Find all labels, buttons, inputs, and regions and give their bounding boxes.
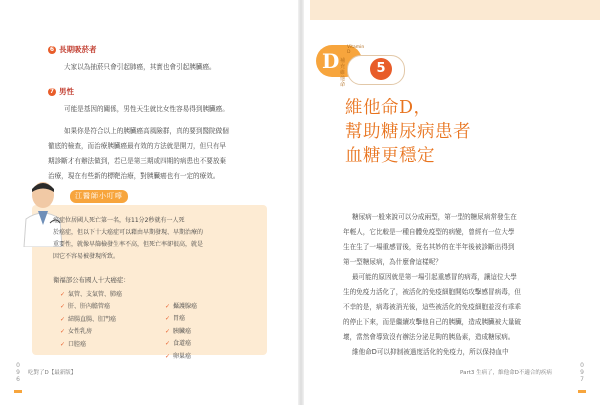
list-item: ✓ 女性乳房 [60, 328, 93, 336]
list-item: ✓ 食道癌 [165, 340, 192, 348]
section-number-6: 6 [49, 46, 55, 53]
list-item: ✓ 卵巢癌 [165, 352, 192, 360]
capsule-letter: D [322, 49, 340, 73]
section-text-6: 大家以為抽菸只會引起肺癌，其實也會引起胰臟癌。 [64, 63, 216, 71]
page-bar-right [578, 390, 586, 393]
tip-line: 重要性，就像早篩檢發生率不高，但死亡率卻很高，就是 [53, 241, 204, 248]
check-icon: ✓ [165, 315, 171, 323]
footer-part-title: Part3 生病了，維他命D不適合的疾病 [460, 370, 552, 376]
paragraph-line: 期診斷才有辦法做到，若已是第三期或四期的病患也不要放棄 [48, 157, 227, 165]
tip-tag: 江醫師小叮嚀 [70, 190, 128, 203]
tip-line: 於癌症，但以下十大癌症可以藉由早期發現、早期治療的 [53, 229, 204, 236]
check-icon: ✓ [60, 340, 66, 348]
section-number-7: 7 [49, 88, 55, 95]
page-number-right: 0 9 7 [580, 362, 584, 383]
body-line: 糖尿病一般來說可以分成兩型，第一型的糖尿病常發生在 [352, 213, 517, 221]
pill-text: 補充維他命 [340, 58, 346, 88]
tip-text [53, 215, 258, 263]
list-item: ✓ 肝、肝內膽管癌 [60, 303, 111, 311]
section-title-7: 男性 [59, 87, 74, 96]
cancer-list-col2 [165, 301, 197, 363]
section-heading-6 [48, 44, 97, 55]
paragraph-line: 治療，現在有些新的標靶治療，對胰臟癌也有一定的療效。 [48, 172, 220, 180]
body-line: 生的免疫力活化了，被活化的免疫細胞開始攻擊感冒病毒，但 [343, 288, 522, 296]
section-heading-7 [48, 86, 74, 97]
check-icon: ✓ [165, 303, 171, 310]
body-line: 生在生了一場重感冒後，竟名其妙的在半年後被診斷出得到 [343, 243, 515, 251]
body-line: 第一型糖尿病，為什麼會這樣呢？ [343, 258, 442, 266]
cancer-list-col1 [60, 289, 122, 351]
page-number-left: 0 9 6 [16, 362, 20, 383]
body-line: 維他命D可以抑制被過度活化的免疫力，所以保持血中 [352, 348, 509, 356]
check-icon: ✓ [60, 303, 66, 311]
check-icon: ✓ [60, 291, 66, 298]
paragraph-line: 如果你是符合以上的胰臟癌高風險群，真的要到醫院做個 [64, 127, 229, 135]
check-icon: ✓ [60, 328, 66, 336]
title-line: 幫助糖尿病患者 [345, 122, 471, 142]
tip-line: 因它不容易被發現所致。 [53, 253, 120, 260]
book-gutter [298, 0, 304, 405]
title-line: 血糖更穩定 [345, 146, 435, 166]
list-item: ✓ 口腔癌 [60, 340, 87, 348]
body-line: 壞，當然會導致沒有辦法分泌足夠的胰島素，造成糖尿病。 [343, 333, 515, 341]
list-item: ✓ 攝護腺癌 [165, 303, 198, 310]
paragraph-line: 徹底的檢查，而治療胰臟癌最有效的方法就是開刀，但只有早 [48, 142, 227, 150]
section-text-7: 可能是基因的關係，男性天生就比女性容易得到胰臟癌。 [64, 105, 229, 113]
footer-book-title: 吃對了D【最新版】 [28, 370, 77, 376]
body-line: 年輕人，它比較是一種自體免疫型的病變，曾經有一位大學 [343, 228, 515, 236]
check-icon: ✓ [165, 352, 171, 360]
chapter-badge: 5 [370, 58, 392, 80]
check-icon: ✓ [165, 340, 171, 348]
list-item: ✓ 胃癌 [165, 315, 186, 323]
body-line: 不幸的是，病毒被消光後，這些被活化的免疫細胞並沒有乖乖 [343, 303, 522, 311]
list-item: ✓ 氣管、支氣管、肺癌 [60, 291, 123, 298]
section-title-6: 長期吸菸者 [59, 45, 97, 54]
tip-line: 癌症位居國人死亡第一名，每11分2秒就有一人死 [53, 217, 185, 224]
title-line: 維他命D， [345, 98, 432, 118]
list-item: ✓ 胰臟癌 [165, 327, 192, 335]
body-line: 最可能的原因就是第一場引起重感冒的病毒，讓這位大學 [352, 273, 517, 281]
cancer-list-title: 衛福部公布國人十大癌症： [53, 276, 130, 284]
body-line: 的停止下來，而是繼續攻擊他自己的胰臟，造成胰臟被大量破 [343, 318, 522, 326]
check-icon: ✓ [165, 327, 171, 335]
check-icon: ✓ [60, 315, 66, 323]
list-item: ✓ 結腸直腸、肛門癌 [60, 315, 117, 323]
page-bar-left [14, 390, 22, 393]
pill-label: Vitamin D [347, 45, 365, 55]
chapter-title [345, 96, 471, 168]
header-band [310, 0, 600, 20]
